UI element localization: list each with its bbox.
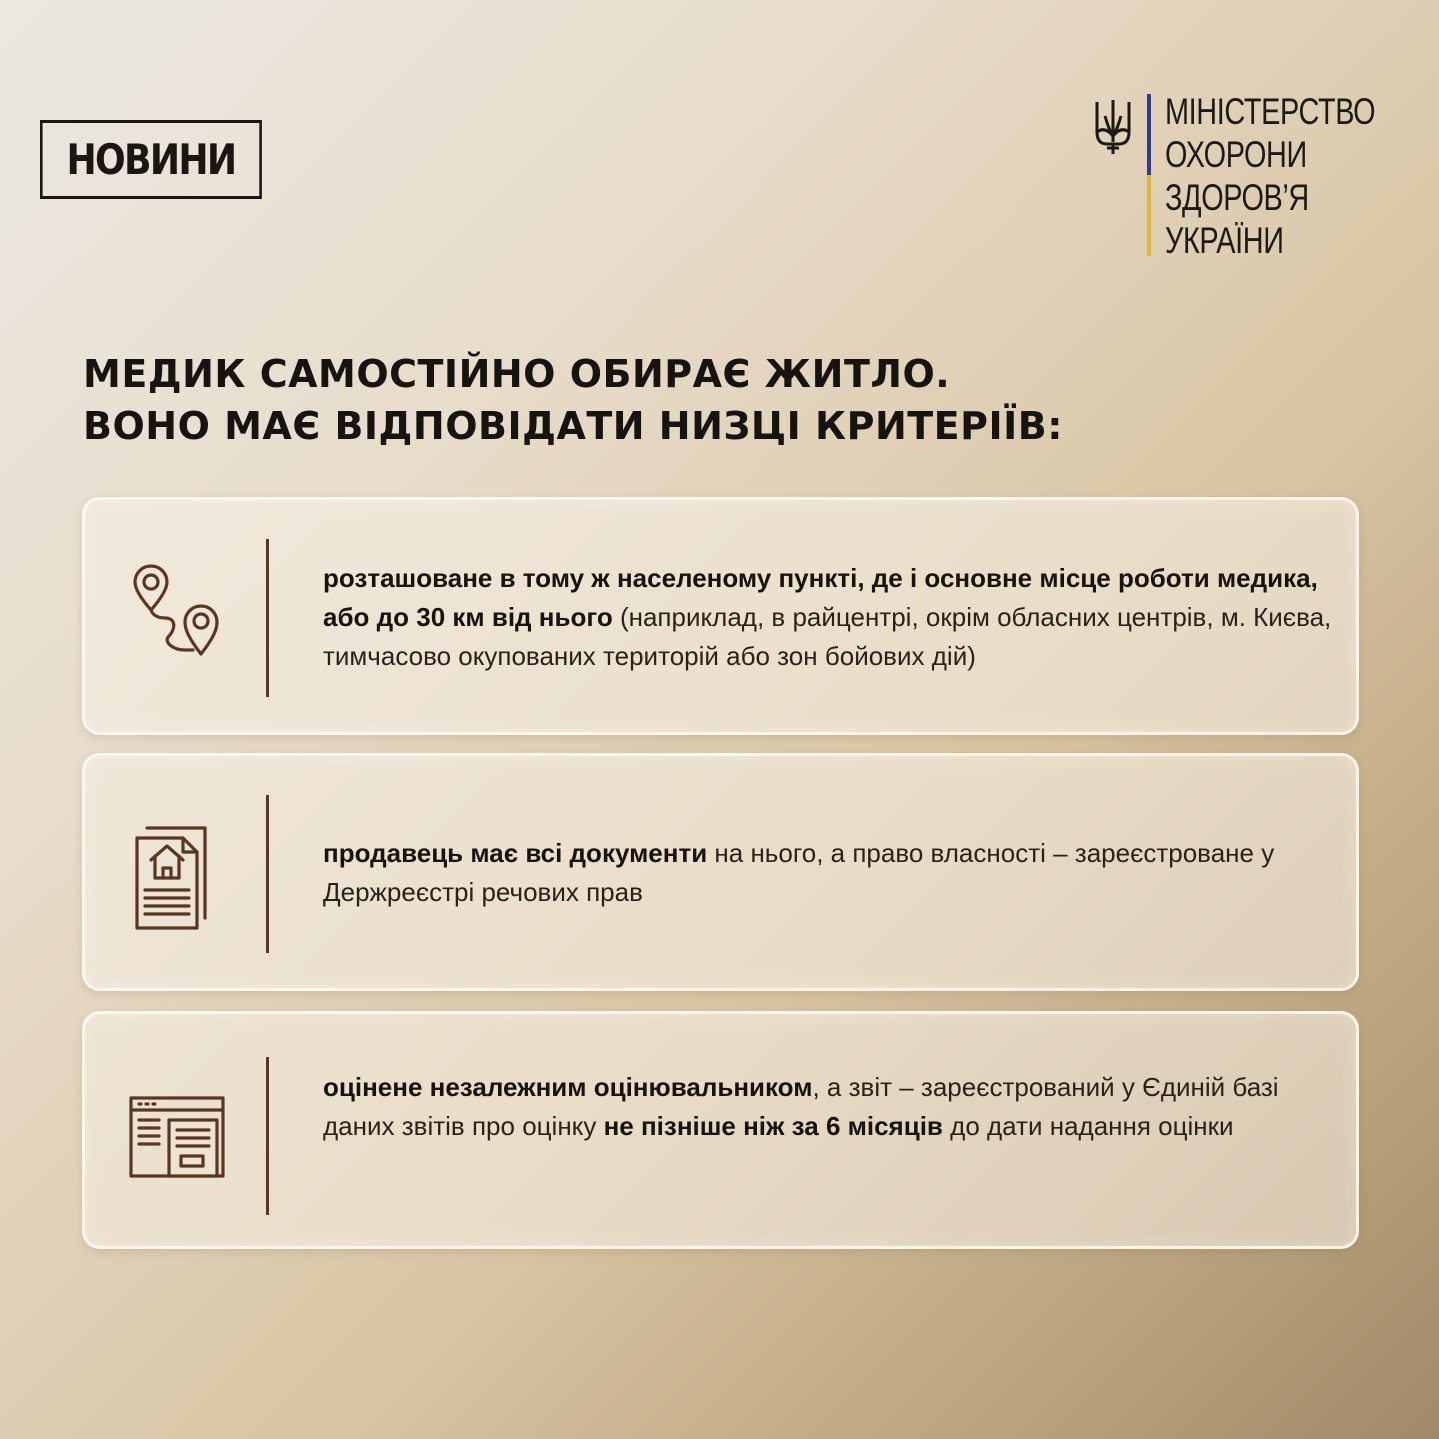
ministry-name-line: ЗДОРОВ’Я — [1165, 177, 1309, 218]
database-report-icon — [129, 1096, 225, 1180]
headline-line-2: ВОНО МАЄ ВІДПОВІДАТИ НИЗЦІ КРИТЕРІЇВ: — [83, 404, 1063, 448]
news-badge-label: НОВИНИ — [66, 135, 236, 184]
card-divider — [266, 1057, 269, 1215]
criteria-text-bold: продавець має всі документи — [323, 838, 708, 868]
ministry-name — [1165, 90, 1375, 262]
news-badge — [40, 120, 262, 199]
ministry-logo — [1093, 91, 1393, 261]
criteria-card-location — [82, 497, 1359, 735]
trident-icon — [1093, 96, 1133, 156]
ministry-name-line: ОХОРОНИ — [1165, 134, 1307, 175]
criteria-text-bold: розташоване в тому ж населеному пункті, де і основне місце роботи медика, або до 30 км від нього — [323, 563, 1318, 632]
ministry-name-line: МІНІСТЕРСТВО — [1165, 91, 1376, 132]
criteria-text-normal: на нього, а право власності – зареєстроване у Держреєстрі речових прав — [323, 838, 1275, 907]
card-divider — [266, 539, 269, 697]
property-document-icon — [133, 824, 215, 930]
ministry-name-line: УКРАЇНИ — [1165, 220, 1284, 261]
criteria-text-normal: до дати надання оцінки — [942, 1111, 1234, 1141]
criteria-text — [323, 1068, 1333, 1146]
criteria-text-normal: (наприклад, в райцентрі, окрім обласних центрів, м. Києва, тимчасово окупованих територій або зон бойових дій) — [323, 602, 1332, 671]
criteria-text — [323, 559, 1333, 676]
criteria-text-bold: не пізніше ніж за 6 місяців — [603, 1111, 943, 1141]
card-divider — [266, 795, 269, 953]
headline-line-1: МЕДИК САМОСТІЙНО ОБИРАЄ ЖИТЛО. — [83, 352, 951, 396]
criteria-card-valuation — [82, 1011, 1359, 1249]
criteria-text — [323, 834, 1333, 912]
criteria-text-bold: оцінене незалежним оцінювальником — [323, 1072, 813, 1102]
map-route-icon — [129, 564, 225, 660]
page-headline — [83, 348, 1063, 452]
logo-color-bar — [1147, 94, 1151, 256]
criteria-card-documents — [82, 753, 1359, 991]
criteria-text-normal: , а звіт – зареєстрований у Єдиній базі даних звітів про оцінку — [323, 1072, 1279, 1141]
